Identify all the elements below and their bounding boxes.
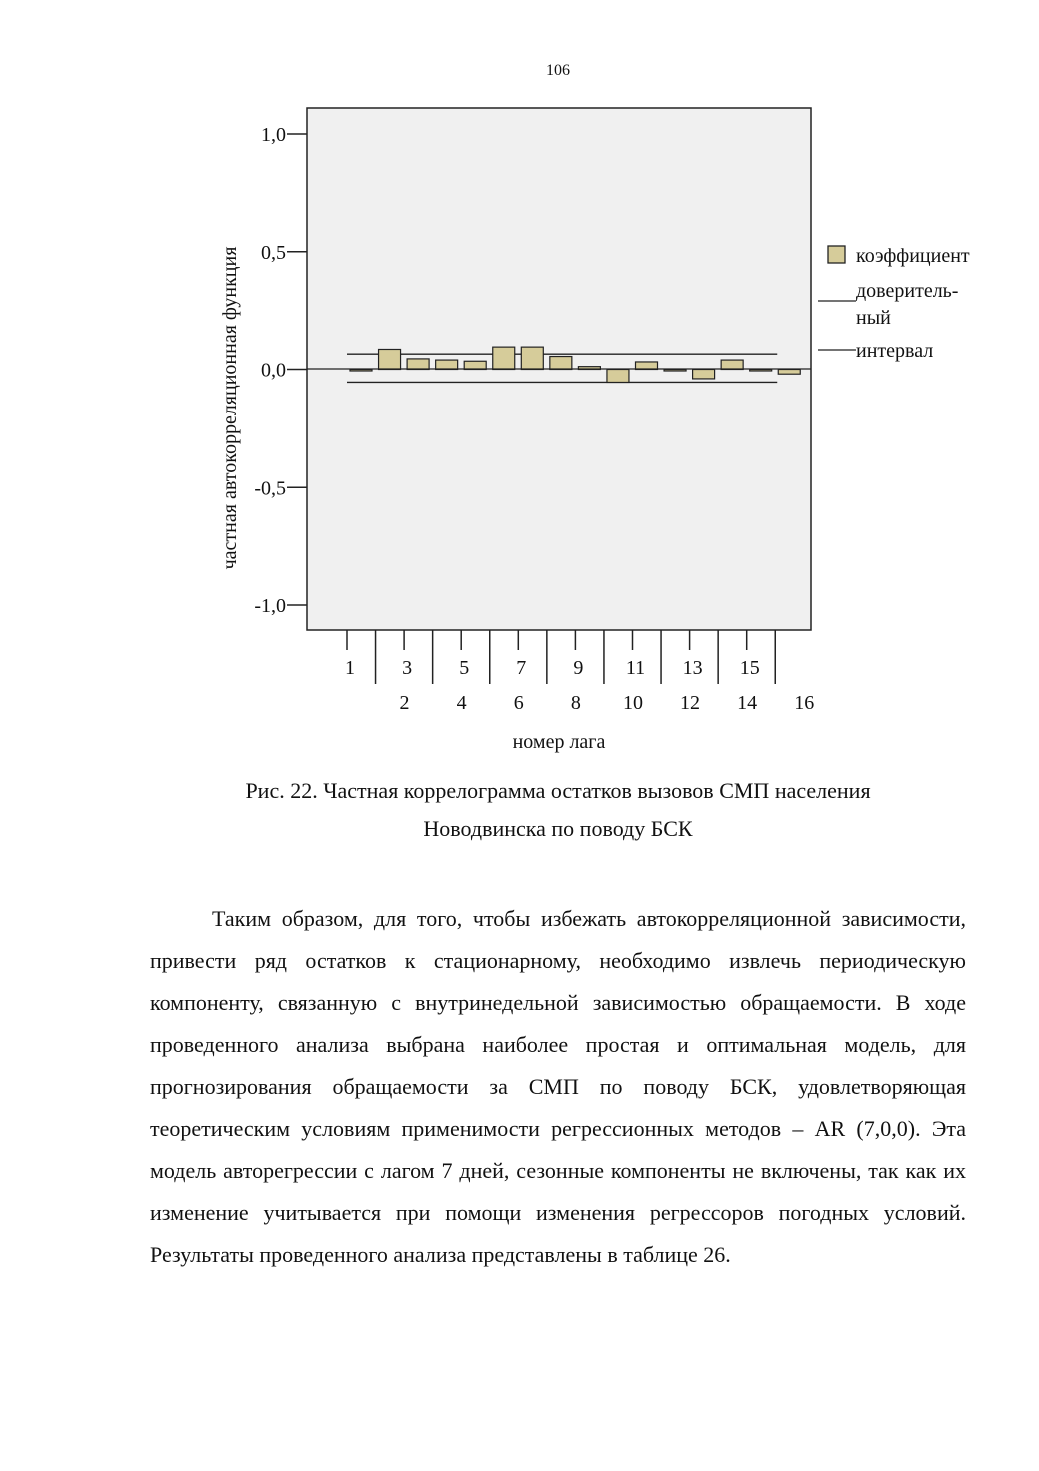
x-tick-label: 16	[794, 692, 815, 714]
x-tick-label: 1	[345, 657, 355, 679]
page-number: 106	[546, 62, 570, 79]
x-axis-label: номер лага	[512, 731, 606, 753]
bar-lag-8	[550, 357, 572, 370]
x-tick-label: 3	[402, 657, 413, 679]
y-tick-label: -1,0	[254, 595, 286, 617]
bar-lag-13	[693, 370, 715, 379]
x-axis	[345, 630, 814, 714]
paragraph: Таким образом, для того, чтобы избежать автокорреляционной зависимости, привести ряд остатков к стационарному, необходимо извлечь периодическую компоненту, связанную с внутринедельной зависимостью обращаемости. В ходе проведенного анализа выбрана наиболее простая и оптимальная модель, для прогнозирования обращаемости за СМП по поводу БСК, удовлетворяющая теоретическим условиям применимости регрессионных методов – AR (7,0,0). Эта модель авторегрессии с лагом 7 дней, сезонные компоненты не включены, так как их изменение учитывается при помощи изменения регрессоров погодных условий. Результаты проведенного анализа представлены в таблице 26.	[150, 906, 966, 1267]
bar-lag-1	[350, 370, 372, 372]
legend	[818, 245, 970, 362]
bar-lag-3	[407, 359, 429, 370]
figure-caption	[150, 772, 966, 848]
x-tick-label: 13	[682, 657, 703, 679]
legend-label-interval-3: интервал	[856, 340, 934, 362]
y-tick-label: 0,5	[261, 241, 286, 264]
y-axis	[254, 124, 307, 617]
y-axis-label: частная автокорреляционная функция	[219, 246, 241, 570]
legend-label-interval-1: доверитель-	[856, 280, 959, 302]
y-tick-label: 0,0	[261, 359, 286, 382]
x-tick-label: 14	[737, 692, 758, 714]
x-tick-label: 6	[513, 692, 524, 714]
body-text	[150, 898, 966, 1276]
x-tick-label: 4	[456, 692, 467, 714]
caption-line-2: Новодвинска по поводу БСК	[423, 816, 693, 841]
x-tick-label: 11	[625, 657, 646, 679]
bar-lag-15	[750, 370, 772, 372]
legend-label-interval-2: ный	[856, 307, 891, 329]
bar-lag-7	[521, 347, 543, 369]
x-tick-label: 8	[570, 692, 581, 714]
caption-line-1: Рис. 22. Частная коррелограмма остатков вызовов СМП населения	[245, 778, 871, 803]
bar-lag-10	[607, 370, 629, 383]
y-tick-label: -0,5	[254, 477, 286, 500]
x-tick-label: 9	[573, 657, 584, 679]
x-tick-label: 2	[399, 692, 410, 714]
x-tick-label: 5	[459, 657, 470, 679]
bar-lag-12	[664, 370, 686, 372]
bar-lag-4	[436, 360, 458, 369]
legend-label-coefficient: коэффициент	[856, 245, 970, 267]
x-tick-label: 12	[680, 692, 701, 714]
x-tick-label: 10	[622, 692, 643, 714]
bar-lag-14	[721, 360, 743, 369]
y-tick-label: 1,0	[261, 124, 286, 146]
x-tick-label: 7	[516, 657, 527, 679]
bar-lag-5	[464, 361, 486, 369]
bar-lag-2	[379, 349, 401, 369]
legend-swatch-coefficient	[828, 246, 845, 263]
x-tick-label: 15	[739, 657, 760, 679]
bar-lag-16	[778, 370, 800, 375]
bar-lag-6	[493, 347, 515, 369]
